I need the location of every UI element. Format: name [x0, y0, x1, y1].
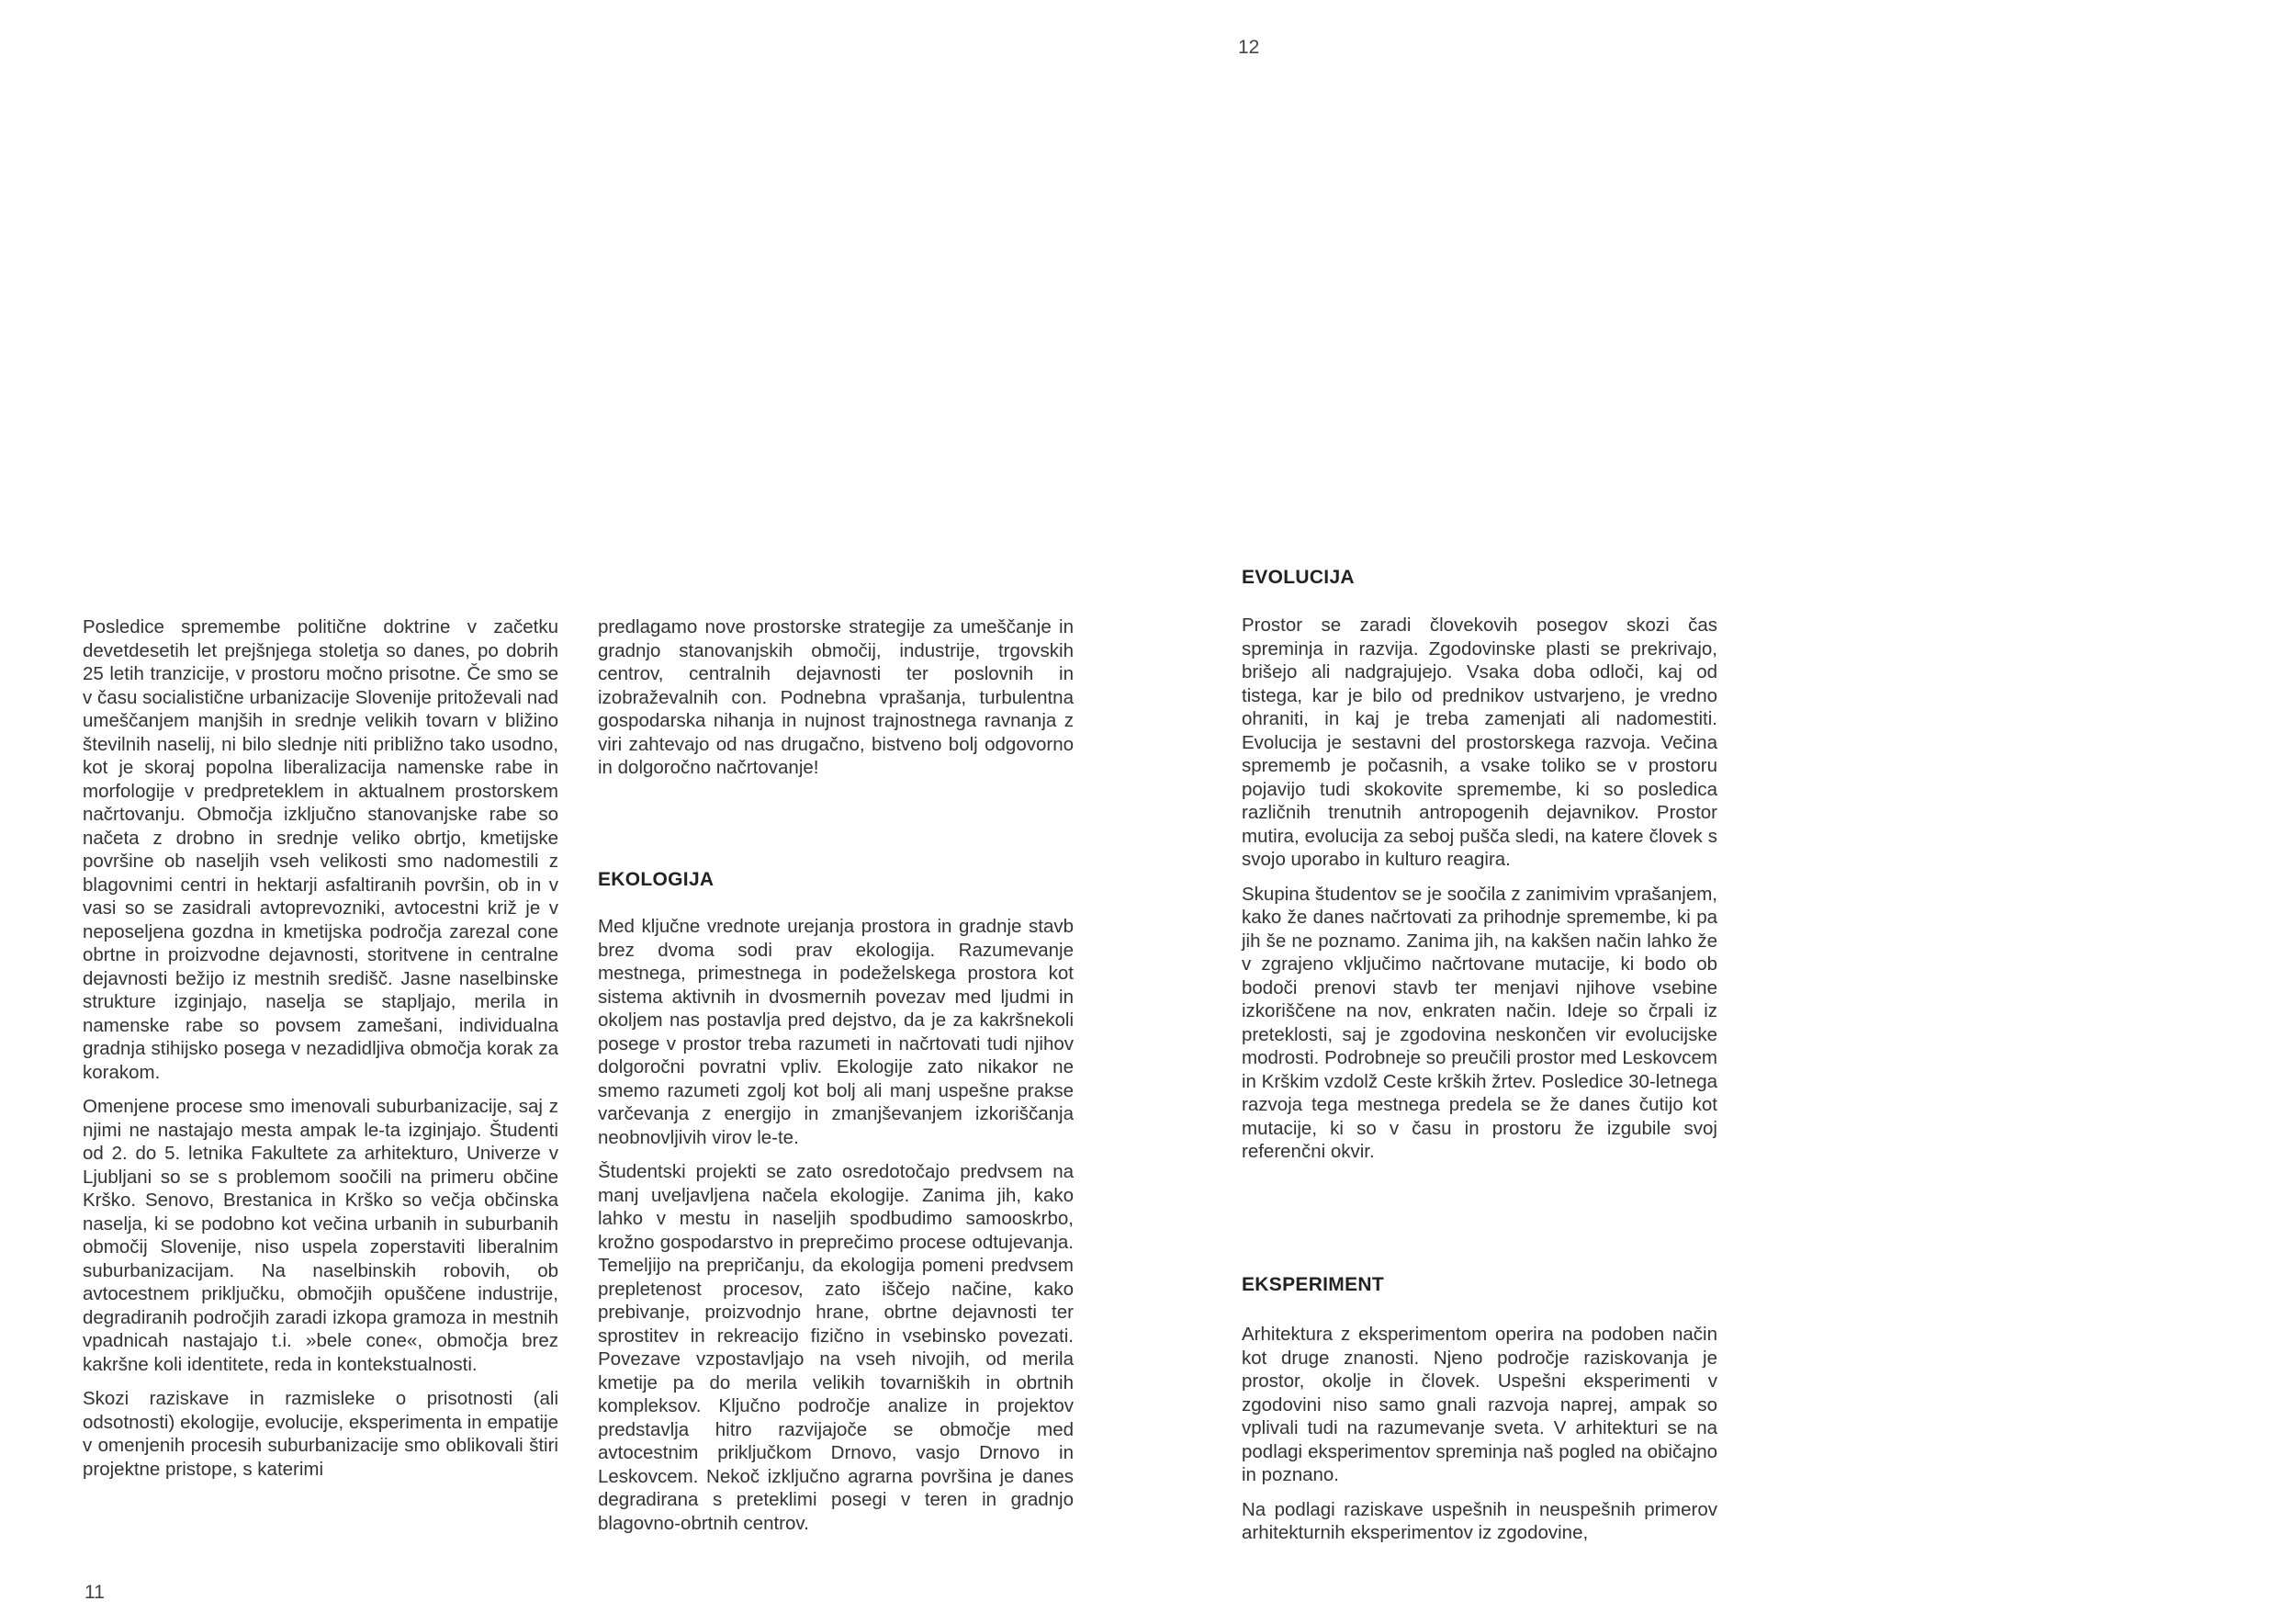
ekologija-section	[598, 915, 1074, 1546]
text-column-2	[598, 615, 1074, 791]
paragraph: Skozi raziskave in razmisleke o prisotnosti (ali odsotnosti) ekologije, evolucije, eksperimenta in empatije v omenjenih procesih suburbanizacije smo oblikovali štiri projektne pristope, s katerimi	[83, 1388, 558, 1480]
paragraph: Omenjene procese smo imenovali suburbanizacije, saj z njimi ne nastajajo mesta ampak le-ta izginjajo. Študenti od 2. do 5. letnika Fakultete za arhitekturo, Univerze v Ljubljani so se s problemom soočili na primeru občine Krško. Senovo, Brestanica in Krško so večja občinska naselja, ki se podobno kot večina urbanih in suburbanih območij Slovenije, niso uspela zoperstaviti liberalnim suburbanizacijam. Na naselbinskih robovih, ob avtocestnem priključku, območjih opuščene industrije, degradiranih področjih zaradi izkopa gramoza in mestnih vpadnicah nastajajo t.i. »bele cone«, območja brez kakršne koli identitete, reda in kontekstualnosti.	[83, 1096, 558, 1375]
section-heading-evolucija: EVOLUCIJA	[1242, 567, 1355, 588]
section-heading-eksperiment: EKSPERIMENT	[1242, 1274, 1384, 1295]
paragraph: Na podlagi raziskave uspešnih in neuspešnih primerov arhitekturnih eksperimentov iz zgodovine,	[1242, 1498, 1717, 1543]
paragraph: Med ključne vrednote urejanja prostora in gradnje stavb brez dvoma sodi prav ekologija. Razumevanje mestnega, primestnega in podeželskega prostora kot sistema aktivnih in dvosmernih povezav med ljudmi in okoljem nas postavlja pred dejstvo, da je za kakršnekoli posege v prostor treba razumeti in načrtovati tudi njihov dolgoročni povratni vpliv. Ekologije zato nikakor ne smemo razumeti zgolj kot bolj ali manj uspešne prakse varčevanja z energijo in zmanjševanjem izkoriščanja neobnovljivih virov le-te.	[598, 916, 1074, 1148]
text-column-1	[83, 615, 558, 1492]
evolucija-section	[1242, 614, 1717, 1175]
eksperiment-section	[1242, 1323, 1717, 1556]
paragraph: predlagamo nove prostorske strategije za umeščanje in gradnjo stanovanjskih območij, industrije, trgovskih centrov, centralnih dejavnosti ter poslovnih in izobraževalnih con. Podnebna vprašanja, turbulentna gospodarska nihanja in nujnost trajnostnega ravnanja z viri zahtevajo od nas drugačno, bistveno bolj odgovorno in dolgoročno načrtovanje!	[598, 616, 1074, 778]
section-heading-ekologija: EKOLOGIJA	[598, 869, 715, 890]
page-number-right: 12	[1238, 37, 1260, 58]
paragraph: Študentski projekti se zato osredotočajo predvsem na manj uveljavljena načela ekologije. Zanima jih, kako lahko v mestu in naseljih spodbudimo samooskrbo, krožno gospodarstvo in preprečimo procese odtujevanja. Temeljijo na prepričanju, da ekologija pomeni predvsem prepletenost procesov, zato iščejo načine, kako prebivanje, proizvodnjo hrane, obrtne dejavnosti ter sprostitev in rekreacijo fizično in vsebinsko povezati. Povezave vzpostavljajo na vseh nivojih, od merila kmetije pa do merila velikih tovarniških in obrtnih kompleksov. Ključno področje analize in projektov predstavlja hitro razvijajoče se območje med avtocestnim priključkom Drnovo, vasjo Drnovo in Leskovcem. Nekoč izključno agrarna površina je danes degradirana s preteklimi posegi v teren in gradnjo blagovno-obrtnih centrov.	[598, 1161, 1074, 1534]
paragraph: Prostor se zaradi človekovih posegov skozi čas spreminja in razvija. Zgodovinske plasti se prekrivajo, brišejo ali nadgrajujejo. Vsaka doba odloči, kaj od tistega, kar je bilo od prednikov ustvarjeno, je vredno ohraniti, in kaj je treba zamenjati ali nadomestiti. Evolucija je sestavni del prostorskega razvoja. Večina sprememb je počasnih, a vsake toliko se v prostoru pojavijo tudi skokovite spremembe, ki so posledica različnih trenutnih antropogenih dejavnikov. Prostor mutira, evolucija za seboj pušča sledi, na katere človek s svojo uporabo in kulturo reagira.	[1242, 615, 1717, 870]
paragraph: Posledice spremembe politične doktrine v začetku devetdesetih let prejšnjega stoletja so danes, po dobrih 25 letih tranzicije, v prostoru močno prisotne. Če smo se v času socialistične urbanizacije Slovenije pritoževali nad umeščanjem manjših in srednje velikih tovarn v bližino številnih naselij, ni bilo slednje niti približno tako usodno, kot je skoraj popolna liberalizacija namenske rabe in morfologije v predpreteklem in aktualnem prostorskem načrtovanju. Območja izključno stanovanjske rabe so načeta z drobno in srednje veliko obrtjo, kmetijske površine ob naseljih vseh velikosti smo nadomestili z blagovnimi centri in hektarji asfaltiranih površin, ob in v vasi so se zasidrali avtoprevozniki, avtocestni križ je v neposeljena gozdna in kmetijska področja zarezal cone obrtne in proizvodne dejavnosti, storitvene in centralne dejavnosti bežijo iz mestnih središč. Jasne naselbinske strukture izginjajo, naselja se stapljajo, merila in namenske rabe so povsem zamešani, individualna gradnja stihijsko posega v nezadidljiva območja korak za korakom.	[83, 616, 558, 1083]
paragraph: Arhitektura z eksperimentom operira na podoben način kot druge znanosti. Njeno področje raziskovanja je prostor, okolje in človek. Uspešni eksperimenti v zgodovini niso samo gnali razvoja naprej, ampak so vplivali tudi na razumevanje sveta. V arhitekturi se na podlagi eksperimentov spreminja naš pogled na običajno in poznano.	[1242, 1324, 1717, 1485]
paragraph: Skupina študentov se je soočila z zanimivim vprašanjem, kako že danes načrtovati za prihodnje spremembe, ki pa jih še ne poznamo. Zanima jih, na kakšen način lahko že v zgrajeno vključimo načrtovane mutacije, ki bodo ob bodoči prenovi stavb ter menjavi njihove vsebine izkoriščene na nov, enkraten način. Ideje so črpali iz preteklosti, saj je zgodovina neskončen vir evolucijske modrosti. Podrobneje so preučili prostor med Leskovcem in Krškim vzdolž Ceste krških žrtev. Posledice 30-letnega razvoja tega mestnega predela se že danes čutijo kot mutacije, ki so v času in prostoru že izgubile svoj referenčni okvir.	[1242, 883, 1718, 1162]
page-number-left: 11	[84, 1582, 105, 1603]
